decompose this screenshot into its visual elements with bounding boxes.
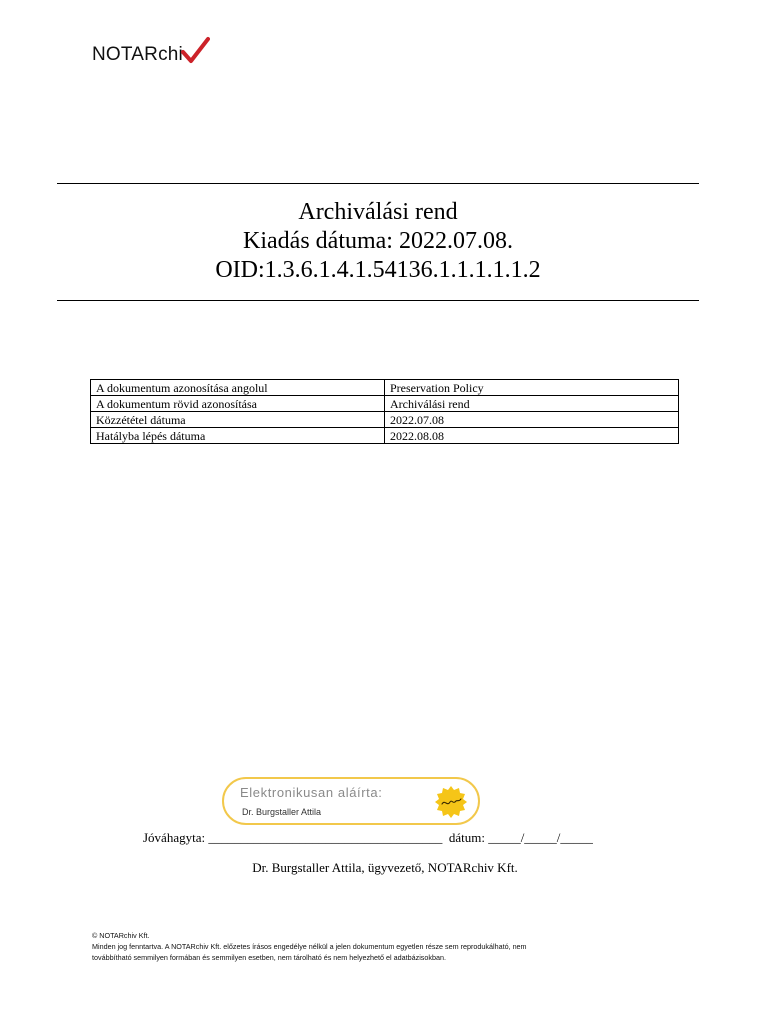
- table-cell-value: 2022.08.08: [385, 428, 679, 444]
- electronic-signature-box: [222, 777, 480, 825]
- copyright-notice: © NOTARchiv Kft.: [92, 931, 150, 940]
- table-row: [91, 380, 679, 396]
- rights-text-line-2: továbbítható semmilyen formában és semmilyen esetben, nem tárolható és nem helyezhető el adatbázisokban.: [92, 953, 446, 962]
- seal-icon: [434, 785, 468, 819]
- table-row: [91, 428, 679, 444]
- table-cell-label: A dokumentum azonosítása angolul: [91, 380, 385, 396]
- table-cell-label: A dokumentum rövid azonosítása: [91, 396, 385, 412]
- approval-line: Jóváhagyta: ____________________________________ dátum: _____/_____/_____: [143, 830, 593, 845]
- bottom-divider: [57, 300, 699, 301]
- table-row: [91, 396, 679, 412]
- signature-label: Elektronikusan aláírta:: [240, 785, 383, 800]
- table-cell-value: Preservation Policy: [385, 380, 679, 396]
- copyright-footer: [92, 930, 692, 963]
- company-logo: [92, 44, 210, 66]
- table-cell-value: 2022.07.08: [385, 412, 679, 428]
- checkmark-icon: [180, 36, 210, 66]
- title-line-2: Kiadás dátuma: 2022.07.08.: [243, 228, 513, 254]
- title-line-1: Archiválási rend: [298, 199, 458, 225]
- table-cell-value: Archiválási rend: [385, 396, 679, 412]
- rights-text-line-1: Minden jog fenntartva. A NOTARchiv Kft. előzetes írásos engedélye nélkül a jelen dokumentum egyetlen része sem reprodukálható, nem: [92, 942, 527, 951]
- table-cell-label: Közzététel dátuma: [91, 412, 385, 428]
- top-divider: [57, 183, 699, 184]
- logo-text: NOTARchi: [92, 44, 183, 65]
- table-cell-label: Hatályba lépés dátuma: [91, 428, 385, 444]
- table-row: [91, 412, 679, 428]
- document-title: [57, 198, 699, 285]
- document-metadata-table: [90, 379, 679, 444]
- approver-name: Dr. Burgstaller Attila, ügyvezető, NOTARchiv Kft.: [252, 860, 518, 875]
- signer-name: Dr. Burgstaller Attila: [242, 807, 322, 817]
- title-line-3: OID:1.3.6.1.4.1.54136.1.1.1.1.1.2: [215, 257, 541, 283]
